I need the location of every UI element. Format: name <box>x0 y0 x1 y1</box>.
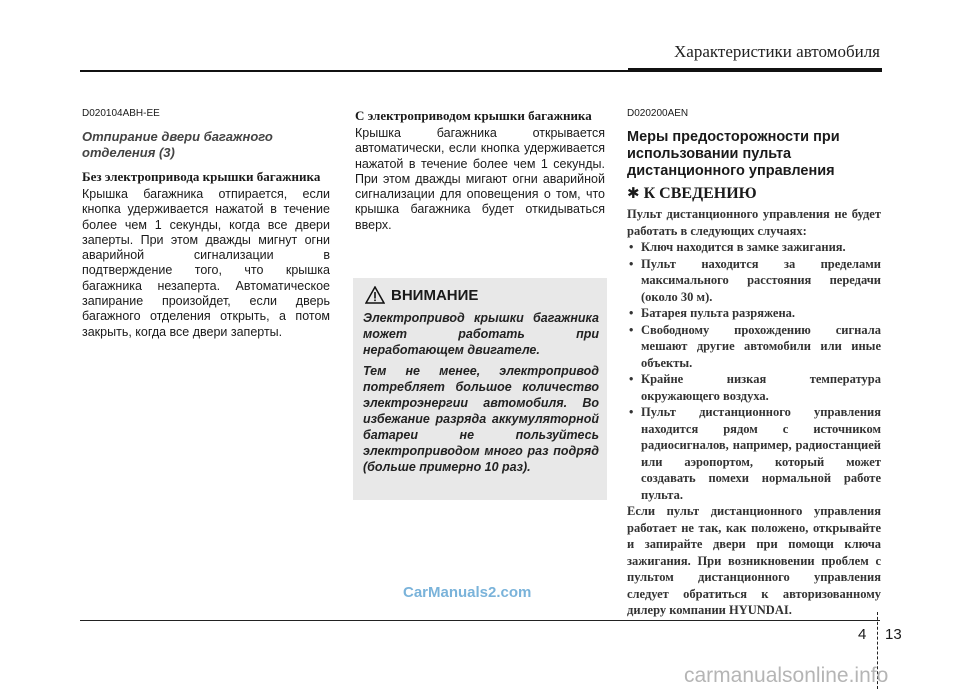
section-code: D020200AEN <box>627 108 689 119</box>
list-item: • Ключ находится в замке зажигания. <box>627 239 881 256</box>
page-number: 13 <box>885 626 902 643</box>
watermark-link[interactable]: CarManuals2.com <box>403 584 532 601</box>
section-heading: Отпирание двери багажного отделения (3) <box>82 129 273 160</box>
warning-box <box>353 278 607 500</box>
note-bullet-list <box>627 239 881 503</box>
section-code: D020104ABH-EE <box>82 108 160 119</box>
chapter-number: 4 <box>858 626 867 643</box>
column-middle <box>355 108 605 233</box>
subsection-heading: С электроприводом крышки багажника <box>355 108 592 123</box>
warning-paragraph: Тем не менее, электропривод потребляет большое количество электроэнергии автомобиля. Во избежание разряда аккумуляторной батареи не пользуйтесь электроприводом много раз подряд (больше примерно 10 раз). <box>363 364 599 474</box>
note-intro: Пульт дистанционного управления не будет работать в следующих случаях: <box>627 207 881 238</box>
body-paragraph: Крышка багажника отпирается, если кнопка удерживается нажатой в течение более чем 1 секунды, когда все двери заперты. При этом дважды мигнут огни аварийной сигнализации в подтверждение того, что крышка багажника незаперта. Автоматическое запирание произойдет, если дверь багажного отделения открыть, а потом закрыть, когда все двери заперты. <box>82 187 330 339</box>
warning-triangle-icon <box>365 286 385 304</box>
column-left <box>82 108 330 340</box>
list-item: • Свободному прохождению сигнала мешают другие автомобили или иные объекты. <box>627 322 881 372</box>
note-heading <box>627 184 881 203</box>
site-watermark[interactable]: carmanualsonline.info <box>684 664 889 687</box>
body-paragraph: Крышка багажника открывается автоматически, если кнопка удерживается нажатой в течение более чем 1 секунды. При этом дважды мигают огни аварийной сигнализации для оповещения о том, что крышка багажника будет откидываться вверх. <box>355 126 605 232</box>
warning-title-text: ВНИМАНИЕ <box>391 286 479 304</box>
warning-title <box>365 286 478 304</box>
page-header-title: Характеристики автомобиля <box>674 42 880 61</box>
subsection-heading: Без электропривода крышки багажника <box>82 169 321 184</box>
column-right <box>627 108 881 619</box>
note-title: К СВЕДЕНИЮ <box>643 185 757 202</box>
warning-text <box>363 310 599 480</box>
note-outro: Если пульт дистанционного управления работает не так, как положено, открывайте и запирайте двери при помощи ключа зажигания. При возникновении проблем с пультом дистанционного управления следует обратиться к авторизованному дилеру компании HYUNDAI. <box>627 504 881 617</box>
footer-rule <box>80 620 880 621</box>
asterisk-icon: ✱ <box>627 184 640 202</box>
warning-paragraph: Электропривод крышки багажника может работать при неработающем двигателе. <box>363 311 599 357</box>
header-rule-accent <box>628 68 882 72</box>
section-heading: Меры предосторожности при использовании пульта дистанционного управления <box>627 129 840 179</box>
list-item: • Пульт находится за пределами максимального расстояния передачи (около 30 м). <box>627 256 881 306</box>
list-item: • Батарея пульта разряжена. <box>627 305 881 322</box>
list-item: • Пульт дистанционного управления находится рядом с источником радиосигналов, например, радиостанцией или аэропортом, который может создавать помехи нормальной работе пульта. <box>627 404 881 503</box>
list-item: • Крайне низкая температура окружающего воздуха. <box>627 371 881 404</box>
